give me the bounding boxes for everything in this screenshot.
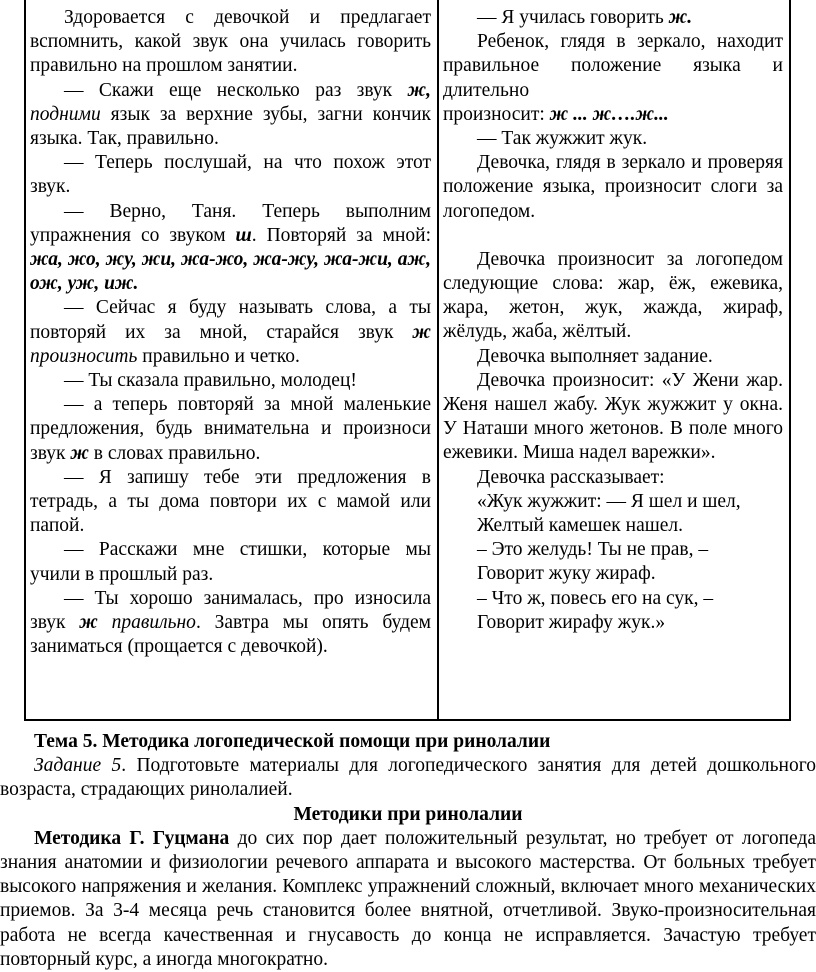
left-text: — Теперь послушай, на что похож этот звук. [30, 152, 431, 198]
left-text: . Повторяй за мной: [251, 224, 431, 246]
text-below-table [0, 730, 816, 972]
task-label: Задание 5 [34, 755, 122, 777]
left-paragraph [30, 466, 431, 539]
spacer [443, 224, 783, 248]
left-paragraph [30, 151, 431, 199]
task-text: . Подготовьте материалы для логопедического занятия для детей дошкольного возраста, страдающих ринолалией. [0, 755, 816, 801]
right-paragraph [443, 103, 783, 127]
left-paragraph [30, 538, 431, 586]
sound-emphasis: ж [70, 442, 89, 464]
method-text: до сих пор дает положительный результат, но требует от логопеда знания анатомии и физиологии речевого аппарата и высокого мастерства. От больных требует высокого напряжения и желания. Комплекс упражнений сложный, включает много механических приемов. За 3-4 месяца речь становится более внятной, отчетливой. Звуко-произносительная работа не всегда качественная и гнусавость до конца не исправляется. Зачастую требует повторный курс, а иногда многократно. [0, 827, 816, 970]
sound-emphasis: ш [235, 224, 252, 246]
sound-emphasis: ж, [407, 79, 431, 101]
sound-emphasis: ж [412, 321, 431, 343]
sound-emphasis: ж ... ж….ж... [549, 103, 669, 125]
left-text: язык за верхние зубы, загни кончик языка. Так, правильно. [30, 103, 431, 150]
method-name: Методика Г. Гуцмана [34, 827, 230, 849]
right-paragraph [443, 345, 783, 369]
left-text: . Завтра мы опять будем заниматься (прощается с девочкой). [30, 612, 431, 658]
poem-line: «Жук жужжит: — Я шел и шел, [477, 490, 741, 512]
theme-title: Тема 5. Методика логопедической помощи при ринолалии [34, 731, 551, 752]
right-paragraph [443, 248, 783, 345]
left-text: — Я запишу тебе эти предложения в тетрадь, а ты дома повтори их с мамой или папой. [30, 466, 431, 537]
left-text: — Ты хорошо занималась, про износила звук [30, 587, 431, 634]
left-text: — Расскажи мне стишки, которые мы учили в прошлый раз. [30, 539, 431, 585]
left-paragraph [30, 369, 431, 393]
left-text: — а теперь повторяй за мной маленькие предложения, будь внимательна и произноси звук [30, 394, 431, 464]
italic-text: подними [30, 103, 101, 125]
left-paragraph [30, 296, 431, 369]
italic-text: произносить [30, 345, 138, 367]
poem-line: – Что ж, повесь его на сук, – [477, 587, 714, 609]
left-paragraph [30, 200, 431, 297]
right-text: Девочка, глядя в зеркало и проверяя положение языка, произносит слоги за логопедом. [443, 152, 783, 222]
right-text: произносит: [443, 103, 550, 125]
right-text: Девочка произносит за логопедом следующие слова: жар, ёж, ежевика, жара, жетон, жук, жажда, жираф, жёлудь, жаба, жёлтый. [443, 248, 783, 343]
right-text: Ребенок, глядя в зеркало, находит правильное положение языка и длительно [443, 31, 783, 101]
method-paragraph [0, 827, 816, 972]
child-column [439, 0, 789, 719]
left-paragraph [30, 79, 431, 152]
right-paragraph [443, 466, 783, 490]
sound-emphasis: ж. [668, 7, 693, 28]
poem-line: Говорит жуку жираф. [477, 563, 656, 585]
right-text: — Я училась говорить [477, 7, 669, 28]
right-paragraph [443, 30, 783, 103]
right-paragraph [443, 127, 783, 151]
right-paragraph [443, 6, 783, 30]
right-paragraph [443, 369, 783, 466]
right-text: Девочка рассказывает: [477, 466, 665, 488]
sound-emphasis: ж [79, 612, 98, 634]
left-text: в словах правильно. [88, 442, 261, 464]
left-paragraph [30, 6, 431, 79]
section-title: Методики при ринолалии [293, 803, 523, 825]
syllables-emphasis: жа, жо, жу, жи, жа-жо, жа-жу, жа-жи, аж, ож, уж, иж. [30, 249, 431, 295]
poem-line: – Это желудь! Ты не прав, – [477, 539, 709, 561]
dialogue-table [24, 0, 791, 721]
left-paragraph [30, 393, 431, 466]
right-text: Девочка произносит: «У Жени жар. Женя нашел жабу. Жук жужжит у окна. У Наташи много жетонов. В поле много ежевики. Миша надел варежки». [443, 369, 783, 464]
left-text: правильно и четко. [137, 345, 300, 367]
poem-line: Желтый камешек нашел. [477, 515, 684, 537]
left-text: — Верно, Таня. Теперь выполним упражнения со звуком [30, 200, 431, 246]
left-text: — Скажи еще несколько раз звук [64, 79, 408, 101]
right-text: Девочка выполняет задание. [477, 345, 713, 367]
italic-text: правильно [111, 612, 196, 634]
left-text: — Ты сказала правильно, молодец! [64, 370, 357, 392]
left-text: — Сейчас я буду называть слова, а ты повторяй их за мной, старайся звук [30, 297, 431, 343]
speech-therapist-column [26, 0, 439, 719]
right-text: — Так жужжит жук. [477, 128, 648, 150]
right-paragraph [443, 151, 783, 224]
left-paragraph [30, 587, 431, 660]
task-paragraph [0, 754, 816, 802]
left-text: Здоровается с девочкой и предлагает вспомнить, какой звук она училась говорить правильно на прошлом занятии. [30, 7, 431, 77]
poem-line: Говорит жирафу жук.» [477, 611, 666, 633]
